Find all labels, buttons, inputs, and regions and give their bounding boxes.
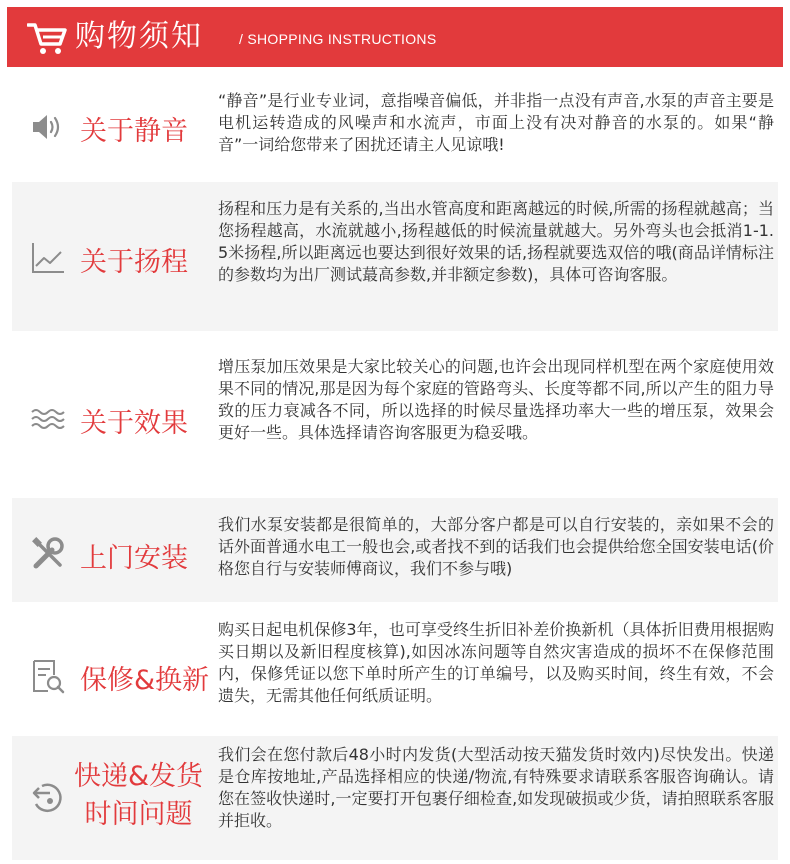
speaker-icon: [30, 109, 66, 145]
page-subtitle: / SHOPPING INSTRUCTIONS: [239, 31, 437, 47]
header-banner: [7, 7, 783, 67]
document-search-icon: [30, 658, 66, 694]
section-effect: [12, 338, 778, 491]
section-label: 关于静音: [80, 116, 188, 147]
return-arrow-icon: [30, 780, 66, 816]
section-text: 扬程和压力是有关系的,当出水管高度和距离越远的时候,所需的扬程就越高；当您扬程越高，水流就越小,扬程越低的时候流量就越大。另外弯头也会抵消1-1.5米扬程,所以距离远也要达到很好效果的话,扬程就要选双倍的哦(商品详情标注的参数均为出厂测试蕞高参数,并非额定参数)，具体可咨询客服。: [218, 199, 774, 284]
section-mute: [12, 75, 778, 176]
section-label: 保修&换新: [80, 665, 210, 696]
section-text: 增压泵加压效果是大家比较关心的问题,也许会出现同样机型在两个家庭使用效果不同的情况,那是因为每个家庭的管路弯头、长度等都不同,所以产生的阻力导致的压力衰减各不同，所以选择的时候尽量选择功率大一些的增压泵，效果会更好一些。具体选择请咨询客服更为稳妥哦。: [218, 357, 774, 442]
water-waves-icon: [30, 401, 66, 437]
tools-icon: [30, 536, 66, 572]
section-label: [74, 758, 203, 834]
shopping-cart-icon: [27, 22, 67, 56]
section-text: 我们会在您付款后48小时内发货(大型活动按天猫发货时效内)尽快发出。快递是仓库按地址,产品选择相应的快递/物流,有特殊要求请联系客服咨询确认。请您在签收快递时,一定要打开包裹仔细检查,如发现破损或少货，请拍照联系客服并拒收。: [218, 745, 774, 830]
page-title: 购物须知: [75, 19, 203, 54]
section-label: 关于扬程: [80, 247, 188, 278]
section-head: [12, 182, 778, 331]
section-label-line2: 时间问题: [84, 799, 193, 830]
section-shipping: [12, 736, 778, 860]
section-label-line1: 快递&发货: [74, 761, 204, 792]
section-label: 上门安装: [80, 543, 188, 574]
section-label: 关于效果: [80, 408, 188, 439]
section-installation: [12, 498, 778, 602]
section-text: “静音”是行业专业词，意指噪音偏低，并非指一点没有声音,水泵的声音主要是电机运转造成的风噪声和水流声，市面上没有决对静音的水泵的。如果“静音”一词给您带来了困扰还请主人见谅哦!: [218, 91, 774, 154]
section-warranty: [12, 608, 778, 729]
section-text: 购买日起电机保修3年，也可享受终生折旧补差价换新机（具体折旧费用根据购买日期以及新旧程度核算),如因冰冻问题等自然灾害造成的损坏不在保修范围内，保修凭证以您下单时所产生的订单编号，以及购买时间，终生有效，不会遗失，无需其他任何纸质证明。: [218, 620, 774, 705]
line-chart-icon: [30, 240, 66, 276]
section-text: 我们水泵安装都是很简单的，大部分客户都是可以自行安装的，亲如果不会的话外面普通水电工一般也会,或者找不到的话我们也会提供给您全国安装电话(价格您自行与安装师傅商议，我们不参与哦): [218, 515, 774, 578]
